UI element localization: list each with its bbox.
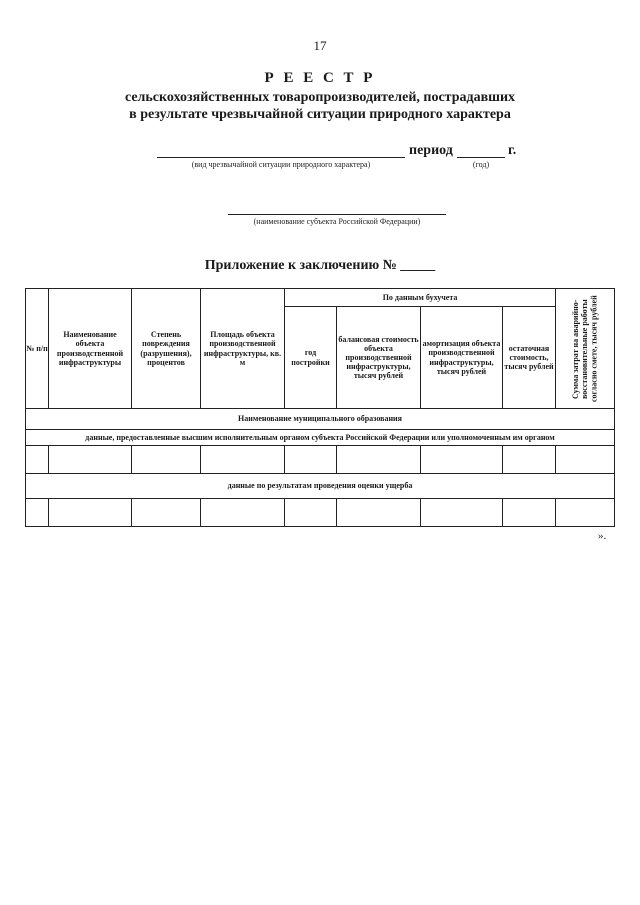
table-row — [26, 446, 615, 474]
header-object-name: Наименование объекта производственной инфраструктуры — [49, 289, 132, 409]
table-cell[interactable] — [285, 499, 337, 527]
header-accounting-group: По данным бухучета — [285, 289, 556, 307]
header-no: № п/п — [26, 289, 49, 409]
header-restoration-cost-text: Сумма затрат на аварийно-восстановительные работы согласно смете, тысяч рублей — [571, 295, 599, 402]
table-cell[interactable] — [285, 446, 337, 474]
document-title: Р Е Е С Т Р — [264, 70, 376, 86]
table-cell[interactable] — [201, 446, 285, 474]
section-official-data: данные, предоставленные высшим исполнительным органом субъекта Российской Федерации или уполномоченным им органом — [26, 430, 615, 446]
appendix-heading — [0, 258, 640, 274]
table-cell[interactable] — [132, 499, 201, 527]
section-assessment-data: данные по результатам проведения оценки ущерба — [26, 474, 615, 499]
header-restoration-cost — [556, 289, 615, 409]
period-label: период — [409, 143, 453, 158]
document-subtitle-line1: сельскохозяйственных товаропроизводителей, пострадавших — [124, 90, 516, 105]
situation-blank-line — [157, 157, 405, 158]
caption-subject: (наименование субъекта Российской Федерации) — [253, 217, 421, 226]
appendix-label: Приложение к заключению № — [204, 258, 397, 273]
caption-situation: (вид чрезвычайной ситуации природного характера) — [191, 160, 371, 169]
table-cell[interactable] — [503, 499, 556, 527]
table-cell[interactable] — [26, 499, 49, 527]
table-cell[interactable] — [556, 499, 615, 527]
table-row — [26, 499, 615, 527]
table-cell[interactable] — [421, 499, 503, 527]
header-balance-value: балансовая стоимость объекта производственной инфраструктуры, тысяч рублей — [337, 307, 421, 409]
table-cell[interactable] — [421, 446, 503, 474]
section-municipal: Наименование муниципального образования — [26, 409, 615, 430]
year-suffix: г. — [508, 143, 517, 158]
table-cell[interactable] — [49, 499, 132, 527]
header-amortization: амортизация объекта производственной инфраструктуры, тысяч рублей — [421, 307, 503, 409]
table-cell[interactable] — [556, 446, 615, 474]
header-damage-degree: Степень повреждения (разрушения), процентов — [132, 289, 201, 409]
document-subtitle-line2: в результате чрезвычайной ситуации природного характера — [129, 107, 511, 122]
appendix-number-blank: _____ — [400, 258, 436, 273]
table-cell[interactable] — [132, 446, 201, 474]
page-number: 17 — [313, 38, 327, 53]
caption-year: (год) — [472, 160, 490, 169]
header-year-built: год постройки — [285, 307, 337, 409]
table-cell[interactable] — [201, 499, 285, 527]
subject-blank-line — [228, 214, 446, 215]
closing-quote: ». — [598, 530, 607, 542]
header-area: Площадь объекта производственной инфраструктуры, кв. м — [201, 289, 285, 409]
table-cell[interactable] — [503, 446, 556, 474]
year-blank-line — [457, 157, 505, 158]
header-residual-value: остаточная стоимость, тысяч рублей — [503, 307, 556, 409]
registry-table — [25, 288, 615, 527]
table-cell[interactable] — [26, 446, 49, 474]
table-cell[interactable] — [49, 446, 132, 474]
table-cell[interactable] — [337, 446, 421, 474]
table-cell[interactable] — [337, 499, 421, 527]
